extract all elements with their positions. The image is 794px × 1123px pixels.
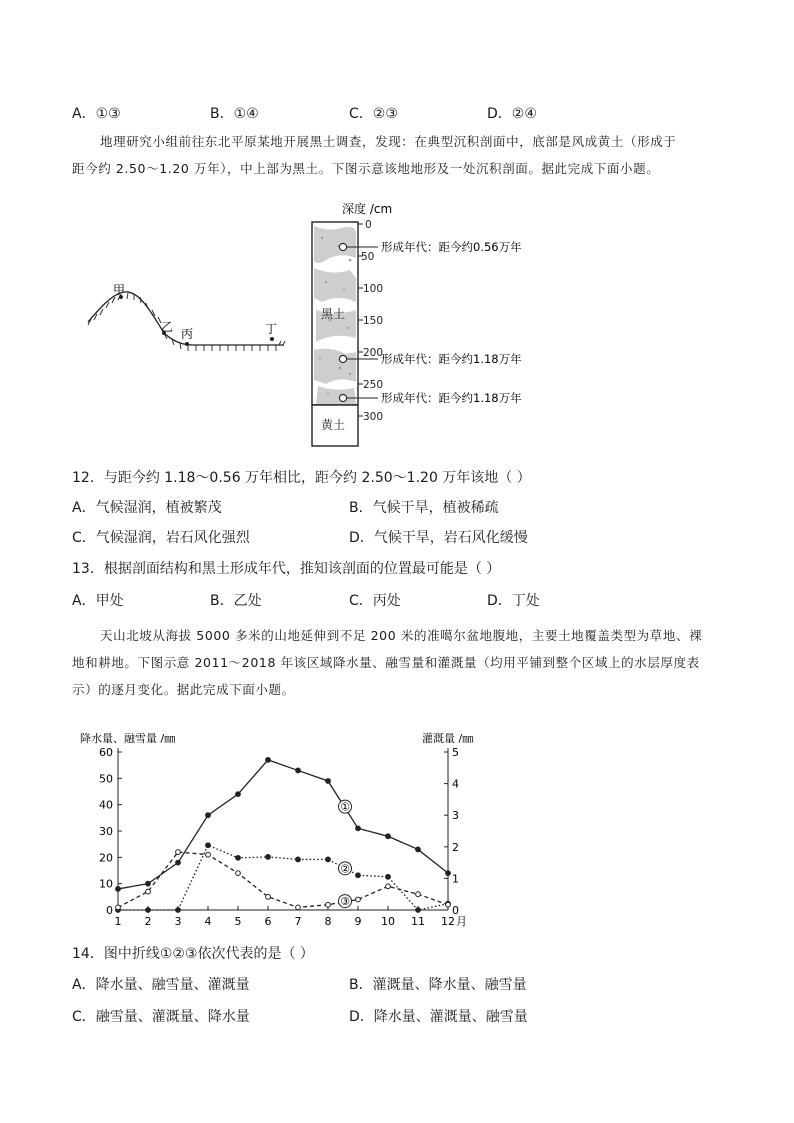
chart-axes — [99, 746, 467, 928]
depth-tick-150: 150 — [363, 315, 384, 327]
right-tick-label: 1 — [452, 872, 459, 886]
series-point — [146, 889, 151, 894]
depth-tick-200: 200 — [363, 347, 384, 359]
q14-option-a: A．降水量、融雪量、灌溉量 — [72, 977, 250, 993]
series-point — [206, 852, 211, 857]
q13-option-d: D．丁处 — [487, 593, 540, 609]
q13-option-b: B．乙处 — [210, 593, 262, 609]
left-tick-label: 60 — [99, 746, 113, 759]
q12-option-a: A．气候湿润，植被繁茂 — [72, 500, 222, 516]
series-point — [206, 813, 211, 818]
x-tick-label: 10 — [381, 915, 395, 928]
depth-tick-50: 50 — [361, 251, 375, 263]
passage2-line2: 地和耕地。下图示意 2011～2018 年该区域降水量、融雪量和灌溉量（均用平铺到整个区域上的水层厚度表 — [72, 655, 700, 670]
left-tick-label: 0 — [106, 904, 113, 917]
x-tick-label: 9 — [354, 915, 362, 928]
series-point — [146, 908, 151, 913]
series-point — [416, 847, 421, 852]
q14-option-c: C．融雪量、灌溉量、降水量 — [72, 1009, 250, 1025]
right-tick-label: 3 — [452, 809, 459, 823]
q11-option-a: A．①③ — [72, 106, 121, 122]
x-tick-label: 4 — [204, 915, 212, 928]
series-point — [116, 887, 121, 892]
chart-series — [116, 758, 451, 913]
series-1 — [116, 758, 451, 892]
series-point — [416, 892, 421, 897]
q12-option-b: B．气候干旱，植被稀疏 — [349, 500, 499, 516]
soil-section — [312, 201, 522, 446]
x-tick-label: 7 — [294, 915, 302, 928]
sample-annotation-3: 形成年代：距今约1.18万年 — [381, 391, 522, 405]
left-tick-label: 10 — [99, 877, 113, 891]
monthly-water-chart — [76, 722, 486, 932]
q12-option-d: D．气候干旱，岩石风化缓慢 — [349, 530, 528, 546]
x-tick-label: 8 — [324, 915, 332, 928]
terrain-label-jia: 甲 — [113, 283, 126, 297]
series-point — [266, 855, 271, 860]
x-tick-label: 6 — [264, 915, 272, 928]
left-tick-label: 40 — [99, 798, 113, 812]
x-tick-label: 3 — [174, 915, 182, 928]
series-point — [176, 850, 181, 855]
right-tick-label: 5 — [452, 746, 459, 759]
q14-option-b: B．灌溉量、降水量、融雪量 — [349, 977, 527, 993]
q14-stem: 14．图中折线①②③依次代表的是（ ） — [72, 946, 314, 962]
terrain-point-bing — [185, 342, 189, 346]
passage1-line2: 距今约 2.50～1.20 万年），中上部为黑土。下图示意该地地形及一处沉积剖面。据此完成下面小题。 — [72, 161, 660, 176]
series-point — [266, 894, 271, 899]
series-line — [118, 760, 448, 889]
depth-tick-100: 100 — [363, 283, 384, 295]
series-point — [326, 779, 331, 784]
series-line — [118, 852, 448, 907]
series-point — [206, 843, 211, 848]
q14-option-d: D．降水量、灌溉量、融雪量 — [349, 1009, 528, 1025]
passage2-line3: 示）的逐月变化。据此完成下面小题。 — [72, 682, 295, 697]
x-tick-label: 11 — [411, 915, 425, 928]
x-tick-label: 1 — [114, 915, 122, 928]
right-tick-label: 2 — [452, 840, 459, 854]
left-tick-label: 50 — [99, 772, 113, 786]
terrain-label-yi: 乙 — [161, 320, 174, 334]
depth-tick-0: 0 — [365, 219, 372, 231]
terrain-point-ding — [270, 337, 274, 341]
passage-black-soil — [72, 128, 732, 182]
series-point — [296, 768, 301, 773]
series-point — [296, 905, 301, 910]
series-point — [446, 871, 451, 876]
q13-option-c: C．丙处 — [349, 593, 401, 609]
series-point — [356, 897, 361, 902]
series-point — [296, 857, 301, 862]
series-point — [326, 902, 331, 907]
loess-label: 黄土 — [321, 418, 346, 432]
sample-marker-3 — [339, 391, 522, 405]
sample-annotation-1: 形成年代：距今约0.56万年 — [381, 240, 522, 254]
q11-option-d: D．②④ — [487, 106, 537, 122]
x-tick-label: 2 — [144, 915, 152, 928]
series-point — [266, 758, 271, 763]
x-axis-unit: 月 — [456, 915, 467, 928]
depth-tick-250: 250 — [363, 379, 384, 391]
series-label: ② — [340, 862, 350, 876]
series-point — [116, 905, 121, 910]
series-label: ① — [340, 800, 350, 814]
x-tick-label: 12 — [441, 915, 455, 928]
black-soil-label: 黑土 — [321, 307, 346, 321]
left-axis-label: 降水量、融雪量 /㎜ — [80, 732, 176, 745]
terrain-section-figure — [80, 198, 550, 450]
terrain-profile — [88, 283, 285, 351]
q11-option-b: B．①④ — [210, 106, 259, 122]
right-axis-label: 灌溉量 /㎜ — [422, 732, 474, 745]
series-point — [386, 884, 391, 889]
passage1-line1: 地理研究小组前往东北平原某地开展黑土调查，发现：在典型沉积剖面中，底部是风成黄土（形成于 — [100, 134, 677, 149]
x-tick-label: 5 — [234, 915, 242, 928]
sample-annotation-2: 形成年代：距今约1.18万年 — [381, 352, 522, 366]
series-2 — [116, 843, 451, 913]
series-point — [386, 874, 391, 879]
q12-stem: 12．与距今约 1.18～0.56 万年相比，距今约 2.50～1.20 万年该地（ ） — [72, 470, 531, 486]
series-label: ③ — [340, 895, 350, 909]
series-point — [416, 908, 421, 913]
series-point — [176, 860, 181, 865]
right-tick-label: 0 — [452, 904, 459, 917]
q12-option-c: C．气候湿润，岩石风化强烈 — [72, 530, 250, 546]
series-point — [236, 871, 241, 876]
terrain-label-bing: 丙 — [181, 327, 194, 341]
series-point — [236, 855, 241, 860]
q13-stem: 13．根据剖面结构和黑土形成年代，推知该剖面的位置最可能是（ ） — [72, 561, 501, 577]
series-line — [118, 845, 448, 910]
series-point — [236, 792, 241, 797]
left-tick-label: 30 — [99, 825, 113, 838]
right-tick-label: 4 — [452, 777, 459, 791]
depth-tick-300: 300 — [363, 411, 384, 423]
depth-axis-title: 深度 /cm — [342, 202, 393, 216]
q11-option-c: C．②③ — [349, 106, 398, 122]
q13-option-a: A．甲处 — [72, 593, 124, 609]
left-tick-label: 20 — [99, 851, 113, 865]
passage2-line1: 天山北坡从海拔 5000 多米的山地延伸到不足 200 米的准噶尔盆地腹地，主要土地覆盖类型为草地、裸 — [100, 628, 703, 643]
series-point — [386, 834, 391, 839]
series-point — [146, 881, 151, 886]
terrain-label-ding: 丁 — [265, 322, 278, 336]
series-point — [356, 826, 361, 831]
series-point — [326, 857, 331, 862]
series-point — [356, 873, 361, 878]
passage-tianshan — [72, 622, 732, 703]
series-point — [446, 902, 451, 907]
series-point — [176, 908, 181, 913]
